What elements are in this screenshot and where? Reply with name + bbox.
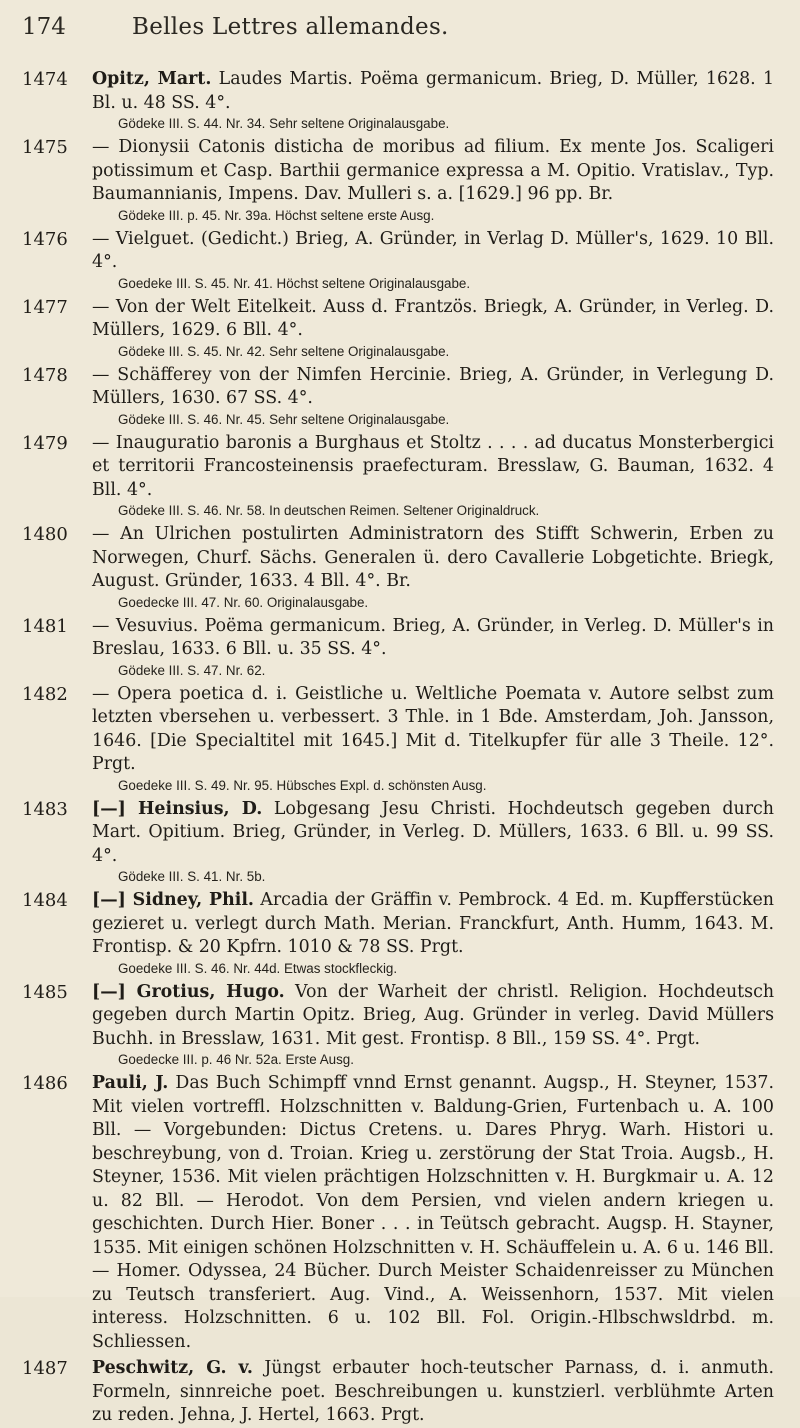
entry-note: Gödeke III. S. 47. Nr. 62. [118,662,266,678]
catalog-entry [22,683,774,795]
entry-description: Von der Warheit der christl. Religion. Hochdeutsch gegeben durch Martin Opitz. Brieg, Aug. Gründer in verleg. David Müllers Buchh. in Bresslaw, 1631. Mit gest. Frontisp. 8 Bll., 159 SS. 4°. Prgt. [92,981,775,1049]
entry-number: 1479 [22,432,68,454]
entry-text [92,615,774,662]
entry-author: Peschwitz, G. v. [92,1358,253,1378]
entry-note: Goedecke III. 47. Nr. 60. Originalausgabe. [118,594,369,610]
catalog-entry [22,981,774,1070]
entry-description: Laudes Martis. Poëma germanicum. Brieg, D. Müller, 1628. 1 Bl. u. 48 SS. 4°. [92,69,775,113]
catalog-entry [22,523,774,612]
entry-number: 1477 [22,296,68,318]
catalog-entry [22,432,774,521]
entry-author: [—] Heinsius, D. [92,798,263,819]
entry-number: 1476 [22,228,68,250]
page-number: 174 [22,14,66,40]
entry-number: 1481 [22,615,68,637]
entry-list [22,68,774,1428]
entry-text [92,364,774,411]
entry-note: Gödeke III. S. 45. Nr. 42. Sehr seltene Originalausgabe. [118,343,450,359]
entry-number: 1486 [22,1073,68,1094]
catalog-entry [22,1072,774,1354]
catalog-entry [22,615,774,680]
entry-text [92,1357,774,1428]
catalog-entry [22,228,774,293]
entry-author: [—] Grotius, Hugo. [92,981,285,1002]
entry-note: Goedeke III. S. 46. Nr. 44d. Etwas stockfleckig. [118,960,398,976]
entry-number: 1484 [22,890,68,911]
entry-description: Arcadia der Gräffin v. Pembrock. 4 Ed. m. Kupfferstücken gezieret u. verlegt durch Math. Merian. Franckfurt, Anth. Humm, 1643. M. Frontisp. & 20 Kpfrn. 1010 & 78 SS. Prgt. [92,890,774,957]
entry-note: Gödeke III. S. 44. Nr. 34. Sehr seltene Originalausgabe. [118,116,450,131]
entry-note: Gödeke III. S. 41. Nr. 5b. [118,869,266,884]
entry-text [92,296,774,343]
entry-text [92,889,774,960]
entry-number: 1478 [22,364,68,386]
entry-text [92,981,774,1052]
catalog-entry [22,798,774,887]
entry-text [92,1072,774,1354]
entry-description: — An Ulrichen postulirten Administratorn des Stifft Schwerin, Erben zu Norwegen, Churf. Sächs. Generalen ü. dero Cavallerie Lobgetichte. Briegk, August. Gründer, 1633. 4 Bll. 4°. Br. [92,524,774,591]
catalog-entry [22,136,774,225]
entry-text [92,68,774,115]
catalog-entry [22,296,774,361]
entry-note: Gödeke III. S. 46. Nr. 45. Sehr seltene Originalausgabe. [118,411,450,427]
entry-note: Gödeke III. p. 45. Nr. 39a. Höchst seltene erste Ausg. [118,207,435,223]
entry-text [92,136,774,207]
section-title: Belles Lettres allemandes. [132,14,449,40]
entry-number: 1485 [22,981,68,1003]
entry-description: — Vesuvius. Poëma germanicum. Brieg, A. Gründer, in Verleg. D. Müller's in Breslau, 1633. 6 Bll. u. 35 SS. 4°. [92,615,774,659]
entry-note: Goedeke III. S. 49. Nr. 95. Hübsches Expl. d. schönsten Ausg. [118,777,487,793]
catalog-entry [22,364,774,429]
entry-description: Lobgesang Jesu Christi. Hochdeutsch gegeben durch Mart. Opitium. Brieg, Gründer, in Verleg. D. Müllers, 1633. 6 Bll. u. 99 SS. 4°. [92,798,774,866]
entry-description: — Opera poetica d. i. Geistliche u. Weltliche Poemata v. Autore selbst zum letzten vbersehen u. verbessert. 3 Thle. in 1 Bde. Amsterdam, Joh. Jansson, 1646. [Die Specialtitel mit 1645.] Mit d. Titelkupfer für alle 3 Theile. 12°. Prgt. [92,683,774,774]
entry-description: Jüngst erbauter hoch-teutscher Parnass, d. i. anmuth. Formeln, sinnreiche poet. Beschreibungen u. kunstzierl. verblühmte Arten zu reden. Jehna, J. Hertel, 1663. Prgt. [92,1358,775,1425]
entry-number: 1474 [22,69,68,90]
entry-description: — Schäfferey von der Nimfen Hercinie. Brieg, A. Gründer, in Verlegung D. Müllers, 1630. 67 SS. 4°. [92,364,774,408]
entry-description: Das Buch Schimpff vnnd Ernst genannt. Augsp., H. Steyner, 1537. Mit vielen vortreffl. Holzschnitten v. Baldung-Grien, Furtenbach u. A. 100 Bll. — Vorgebunden: Dictus Cretens. u. Dares Phryg. Warh. Histori u. beschreybung, von d. Troian. Krieg u. zerstörung der Stat Troia. Augsb., H. Steyner, 1536. Mit vielen prächtigen Holzschnitten v. H. Burgkmair u. A. 12 u. 82 Bll. — Herodot. Von dem Persien, vnd vielen andern kriegen u. geschichten. Durch Hier. Boner . . . in Teütsch gebracht. Augsp. H. Stayner, 1535. Mit einigen schönen Holzschnitten v. H. Schäuffelein u. A. 6 u. 146 Bll. — Homer. Odyssea, 24 Bücher. Durch Meister Schaidenreisser zu München zu Teutsch transferiert. Aug. Vind., A. Weissenhorn, 1537. Mit vielen interess. Holzschnitten. 6 u. 102 Bll. Fol. Origin.-Hlbschwsldrbd. m. Schliessen. [92,1073,774,1352]
entry-text [92,523,774,594]
entry-note: Goedecke III. p. 46 Nr. 52a. Erste Ausg. [118,1052,354,1067]
entry-number: 1482 [22,683,68,705]
entry-description: — Von der Welt Eitelkeit. Auss d. Frantzös. Briegk, A. Gründer, in Verleg. D. Müllers, 1629. 6 Bll. 4°. [92,296,774,340]
entry-author: [—] Sidney, Phil. [92,890,254,910]
entry-note: Goedeke III. S. 45. Nr. 41. Höchst seltene Originalausgabe. [118,275,471,291]
entry-text [92,798,774,869]
entry-description: — Vielguet. (Gedicht.) Brieg, A. Gründer, in Verlag D. Müller's, 1629. 10 Bll. 4°. [92,228,774,272]
entry-number: 1480 [22,524,68,545]
entry-text [92,683,774,777]
entry-number: 1475 [22,137,68,158]
entry-author: Pauli, J. [92,1073,169,1093]
entry-author: Opitz, Mart. [92,69,212,89]
entry-number: 1487 [22,1358,68,1379]
entry-text [92,432,774,503]
catalog-entry [22,889,774,978]
catalog-entry [22,1357,774,1428]
entry-text [92,228,774,275]
entry-number: 1483 [22,798,68,820]
entry-note: Gödeke III. S. 46. Nr. 58. In deutschen Reimen. Seltener Originaldruck. [118,503,540,518]
running-head [22,14,774,58]
entry-description: — Dionysii Catonis disticha de moribus ad filium. Ex mente Jos. Scaligeri potissimum et Casp. Barthii germanice expressa a M. Opitio. Vratislav., Typ. Baumannianis, Impens. Dav. Mulleri s. a. [1629.] 96 pp. Br. [92,137,774,204]
entry-description: — Inauguratio baronis a Burghaus et Stoltz . . . . ad ducatus Monsterbergici et territorii Francosteinensis praefecturam. Bresslaw, G. Bauman, 1632. 4 Bll. 4°. [92,432,774,500]
catalog-entry [22,68,774,133]
